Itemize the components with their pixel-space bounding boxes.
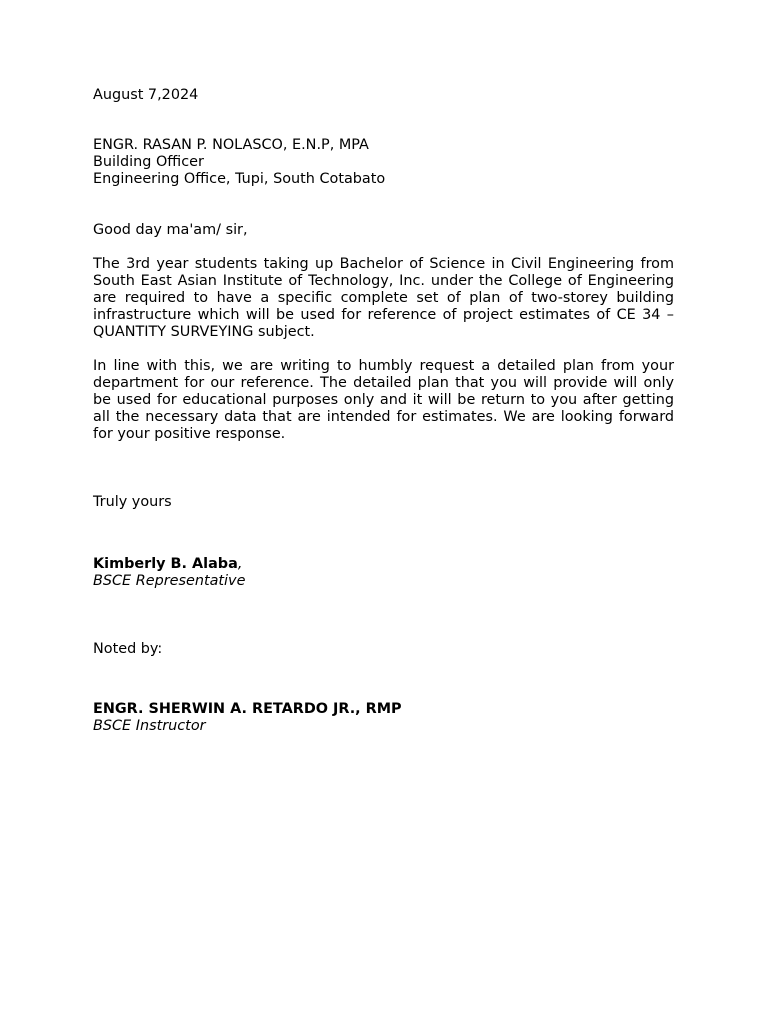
body-paragraph-2: In line with this, we are writing to humbly request a detailed plan from your department for our reference. The detailed plan that you will provide will only be used for educational purposes only and it will be return to you after getting all the necessary data that are intended for estimates. We are looking forward for your positive response. — [93, 358, 674, 442]
recipient-name: ENGR. RASAN P. NOLASCO, E.N.P, MPA — [93, 137, 369, 153]
sender-title: BSCE Representative — [93, 573, 246, 589]
sender-name: Kimberly B. Alaba — [93, 556, 238, 572]
letter-date: August 7,2024 — [93, 87, 199, 103]
noter-signature-block — [93, 701, 674, 735]
noter-title: BSCE Instructor — [93, 718, 206, 734]
sender-signature-block — [93, 556, 674, 590]
noter-name: ENGR. SHERWIN A. RETARDO JR., RMP — [93, 701, 402, 717]
salutation: Good day ma'am/ sir, — [93, 222, 248, 238]
letter-page — [93, 87, 674, 735]
closing-line: Truly yours — [93, 494, 172, 510]
sender-name-line — [93, 556, 674, 573]
recipient-block — [93, 137, 674, 188]
recipient-office: Engineering Office, Tupi, South Cotabato — [93, 171, 386, 187]
body-paragraph-1: The 3rd year students taking up Bachelor of Science in Civil Engineering from South East Asian Institute of Technology, Inc. under the College of Engineering are required to have a specific complete set of plan of two-storey building infrastructure which will be used for reference of project estimates of CE 34 – QUANTITY SURVEYING subject. — [93, 256, 674, 340]
noted-by-label: Noted by: — [93, 641, 163, 657]
recipient-position: Building Officer — [93, 154, 204, 170]
sender-name-suffix: , — [237, 556, 243, 572]
